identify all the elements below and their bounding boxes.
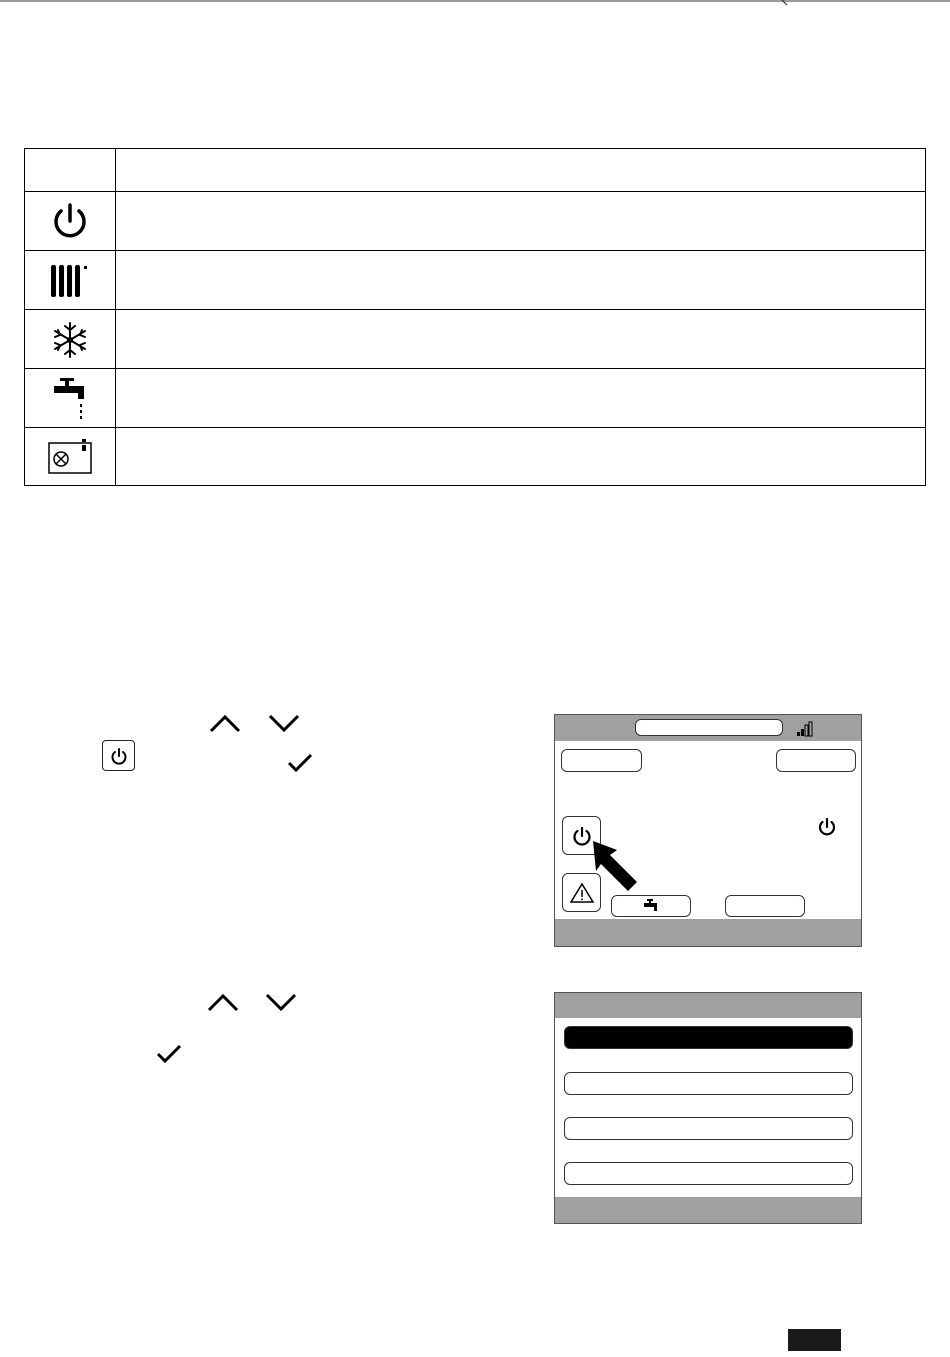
check-icon — [286, 752, 314, 774]
snowflake-cooling-icon — [50, 320, 90, 360]
table-row — [25, 191, 925, 251]
right-info-field[interactable] — [776, 749, 856, 772]
table-row — [25, 250, 925, 310]
row-description — [121, 369, 917, 428]
hot-water-button[interactable] — [611, 895, 691, 917]
menu-footer-bar — [555, 1197, 861, 1223]
left-info-field[interactable] — [561, 749, 642, 772]
chevron-up-icon — [206, 991, 240, 1013]
radiator-heating-icon — [48, 261, 92, 301]
signal-strength-icon — [796, 721, 816, 737]
menu-option-selected[interactable] — [564, 1026, 853, 1049]
warning-button[interactable] — [562, 873, 601, 912]
screen-footer-bar — [555, 919, 861, 946]
crop-mark — [780, 0, 788, 6]
power-icon — [110, 747, 128, 765]
power-icon — [50, 201, 90, 243]
menu-option[interactable] — [564, 1072, 853, 1095]
row-description — [121, 428, 917, 486]
header-description-cell — [121, 149, 917, 191]
warning-icon — [569, 882, 595, 904]
tap-icon — [642, 898, 660, 914]
row-description — [121, 251, 917, 310]
row-description — [121, 310, 917, 369]
menu-option[interactable] — [564, 1117, 853, 1140]
chevron-down-icon — [264, 991, 298, 1013]
row-description — [121, 192, 917, 251]
header-icon-cell — [25, 149, 115, 191]
chevron-down-icon — [267, 712, 301, 734]
table-header-row — [25, 149, 925, 191]
thermostat-home-screen — [554, 714, 862, 947]
boiler-unit-icon — [45, 437, 95, 477]
menu-option[interactable] — [564, 1162, 853, 1185]
power-key-icon — [102, 740, 135, 771]
chevron-up-icon — [208, 712, 242, 734]
table-row — [25, 368, 925, 428]
check-icon — [155, 1043, 183, 1065]
menu-header-bar — [555, 993, 861, 1018]
power-status-icon — [817, 816, 837, 838]
title-field — [635, 719, 783, 736]
table-row — [25, 427, 925, 486]
mode-button[interactable] — [725, 895, 805, 917]
page-number-tab — [788, 1329, 841, 1351]
tap-hot-water-icon — [48, 374, 92, 424]
top-rule — [0, 0, 950, 2]
icon-legend-table — [24, 148, 926, 486]
thermostat-menu-screen — [554, 992, 862, 1224]
table-row — [25, 309, 925, 369]
